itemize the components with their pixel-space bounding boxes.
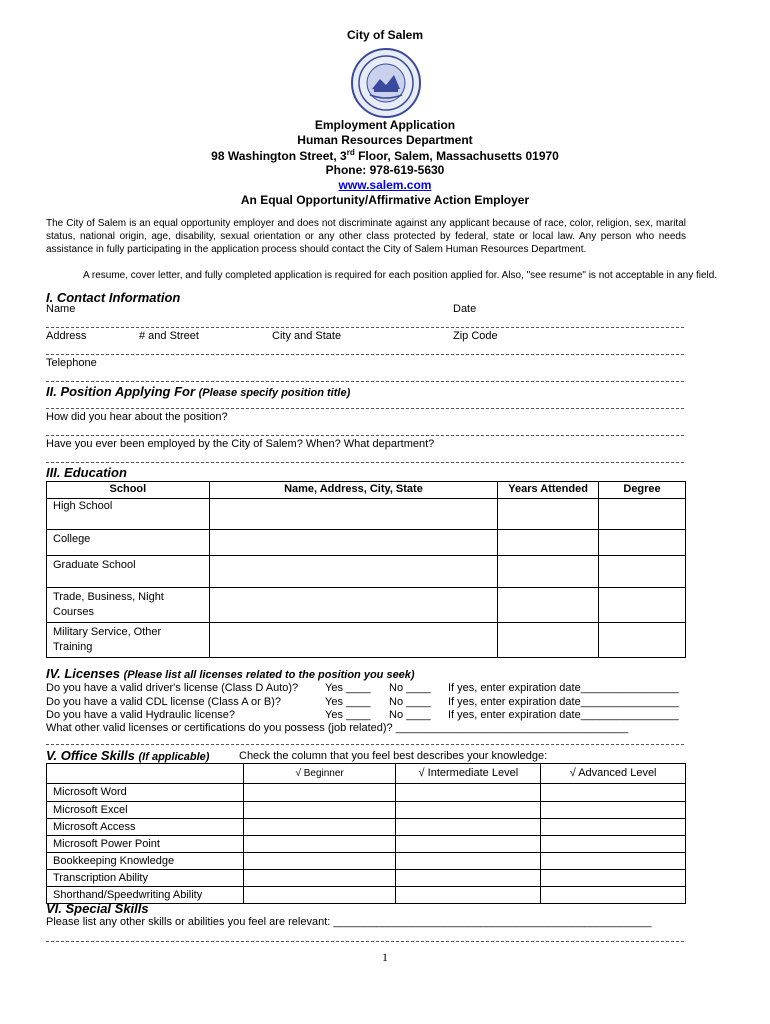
- skill-check-cell[interactable]: [541, 836, 686, 853]
- other-licenses-question[interactable]: What other valid licenses or certifications do you possess (job related)? ______________________________________: [46, 722, 629, 734]
- education-cell[interactable]: [209, 499, 497, 530]
- cdl-license-question: Do you have a valid CDL license (Class A or B)?: [46, 696, 281, 708]
- skill-check-cell[interactable]: [243, 784, 396, 802]
- education-cell[interactable]: [498, 499, 599, 530]
- prior-employment-field[interactable]: [46, 462, 684, 463]
- skill-check-cell[interactable]: [396, 870, 541, 887]
- skill-check-cell[interactable]: [396, 784, 541, 802]
- position-heading: II. Position Applying For (Please specify position title): [46, 384, 351, 399]
- hydraulic-license-expiration[interactable]: If yes, enter expiration date________________: [448, 709, 679, 721]
- education-cell[interactable]: [599, 588, 686, 623]
- skills-corner-cell: [47, 764, 244, 784]
- education-row-label: College: [47, 530, 210, 556]
- education-cell[interactable]: [209, 530, 497, 556]
- special-skills-field[interactable]: [46, 941, 684, 942]
- other-licenses-field[interactable]: [46, 744, 684, 745]
- education-row-label: Military Service, Other Training: [47, 623, 210, 658]
- skill-row-label: Transcription Ability: [47, 870, 244, 887]
- skill-row-label: Microsoft Excel: [47, 802, 244, 819]
- office-skills-instruction: Check the column that you feel best describes your knowledge:: [239, 750, 548, 762]
- education-row-label: Trade, Business, Night Courses: [47, 588, 210, 623]
- special-skills-heading: VI. Special Skills: [46, 901, 149, 916]
- address-field[interactable]: [46, 354, 684, 355]
- drivers-license-expiration[interactable]: If yes, enter expiration date________________: [448, 682, 679, 694]
- skill-row-label: Shorthand/Speedwriting Ability: [47, 887, 244, 904]
- department-address: 98 Washington Street, 3rd Floor, Salem, Massachusetts 01970: [211, 148, 559, 163]
- eeo-statement: An Equal Opportunity/Affirmative Action Employer: [240, 193, 530, 207]
- col-advanced: √ Advanced Level: [541, 764, 686, 784]
- skill-check-cell[interactable]: [541, 853, 686, 870]
- col-school: School: [47, 482, 210, 499]
- skill-check-cell[interactable]: [396, 802, 541, 819]
- hydraulic-license-yes[interactable]: Yes ____: [325, 709, 371, 721]
- education-cell[interactable]: [599, 499, 686, 530]
- contact-heading: I. Contact Information: [46, 290, 181, 305]
- licenses-heading: IV. Licenses (Please list all licenses related to the position you seek): [46, 666, 415, 681]
- hydraulic-license-question: Do you have a valid Hydraulic license?: [46, 709, 235, 721]
- skill-check-cell[interactable]: [541, 819, 686, 836]
- education-cell[interactable]: [209, 588, 497, 623]
- col-intermediate: √ Intermediate Level: [396, 764, 541, 784]
- drivers-license-question: Do you have a valid driver's license (Class D Auto)?: [46, 682, 299, 694]
- col-degree: Degree: [599, 482, 686, 499]
- skill-row-label: Microsoft Power Point: [47, 836, 244, 853]
- intro-paragraph: The City of Salem is an equal opportunity employer and does not discriminate against any applicant because of race, color, religion, sex, marital status, national origin, age, disability, sexual orientation or any other class protected by federal, state or local law. Any person who needs assistance in fully participating in the application process should contact the City of Salem Human Resources Department.: [46, 218, 686, 255]
- street-label: # and Street: [139, 330, 199, 342]
- heard-about-question: How did you hear about the position?: [46, 411, 228, 423]
- telephone-label: Telephone: [46, 357, 97, 369]
- education-cell[interactable]: [498, 556, 599, 588]
- skill-check-cell[interactable]: [243, 887, 396, 904]
- skill-check-cell[interactable]: [243, 802, 396, 819]
- skill-check-cell[interactable]: [243, 819, 396, 836]
- skill-check-cell[interactable]: [541, 802, 686, 819]
- skill-check-cell[interactable]: [243, 853, 396, 870]
- education-cell[interactable]: [599, 556, 686, 588]
- date-label: Date: [453, 303, 477, 315]
- skill-row-label: Microsoft Access: [47, 819, 244, 836]
- page-number: 1: [382, 950, 388, 964]
- skill-check-cell[interactable]: [396, 819, 541, 836]
- education-cell[interactable]: [498, 530, 599, 556]
- col-name-address: Name, Address, City, State: [209, 482, 497, 499]
- skill-row-label: Microsoft Word: [47, 784, 244, 802]
- education-cell[interactable]: [209, 623, 497, 658]
- heard-about-field[interactable]: [46, 435, 684, 436]
- city-name: City of Salem: [346, 28, 424, 42]
- prior-employment-question: Have you ever been employed by the City of Salem? When? What department?: [46, 438, 435, 450]
- form-title: Employment Application: [314, 118, 456, 132]
- education-row-label: Graduate School: [47, 556, 210, 588]
- education-row-label: High School: [47, 499, 210, 530]
- cdl-license-expiration[interactable]: If yes, enter expiration date________________: [448, 696, 679, 708]
- website-link[interactable]: www.salem.com: [338, 178, 432, 192]
- skill-check-cell[interactable]: [396, 836, 541, 853]
- zip-label: Zip Code: [453, 330, 498, 342]
- skill-check-cell[interactable]: [396, 887, 541, 904]
- department-name: Human Resources Department: [297, 133, 473, 147]
- name-label: Name: [46, 303, 76, 315]
- city-state-label: City and State: [272, 330, 342, 342]
- city-seal-logo: [350, 47, 422, 119]
- col-years-attended: Years Attended: [498, 482, 599, 499]
- department-phone: Phone: 978-619-5630: [325, 163, 445, 177]
- office-skills-table: [46, 763, 686, 904]
- resume-notice: A resume, cover letter, and fully completed application is required for each position applied for. Also, "see resume" is not acceptable in any field.: [83, 270, 718, 281]
- position-field[interactable]: [46, 408, 684, 409]
- cdl-license-yes[interactable]: Yes ____: [325, 696, 371, 708]
- skill-check-cell[interactable]: [541, 870, 686, 887]
- drivers-license-yes[interactable]: Yes ____: [325, 682, 371, 694]
- education-cell[interactable]: [498, 623, 599, 658]
- education-table: [46, 481, 686, 658]
- skill-check-cell[interactable]: [243, 836, 396, 853]
- hydraulic-license-no[interactable]: No ____: [389, 709, 431, 721]
- special-skills-prompt[interactable]: Please list any other skills or abilities you feel are relevant: ____________________________________________________: [46, 916, 652, 928]
- cdl-license-no[interactable]: No ____: [389, 696, 431, 708]
- skill-check-cell[interactable]: [541, 887, 686, 904]
- education-cell[interactable]: [599, 530, 686, 556]
- skill-check-cell[interactable]: [243, 870, 396, 887]
- drivers-license-no[interactable]: No ____: [389, 682, 431, 694]
- telephone-field[interactable]: [46, 381, 684, 382]
- education-heading: III. Education: [46, 465, 127, 480]
- address-label: Address: [46, 330, 87, 342]
- name-field[interactable]: [46, 327, 684, 328]
- education-cell[interactable]: [599, 623, 686, 658]
- office-skills-heading: V. Office Skills (If applicable): [46, 748, 210, 763]
- education-cell[interactable]: [498, 588, 599, 623]
- education-cell[interactable]: [209, 556, 497, 588]
- col-beginner: √ Beginner: [243, 764, 396, 784]
- skill-row-label: Bookkeeping Knowledge: [47, 853, 244, 870]
- skill-check-cell[interactable]: [541, 784, 686, 802]
- skill-check-cell[interactable]: [396, 853, 541, 870]
